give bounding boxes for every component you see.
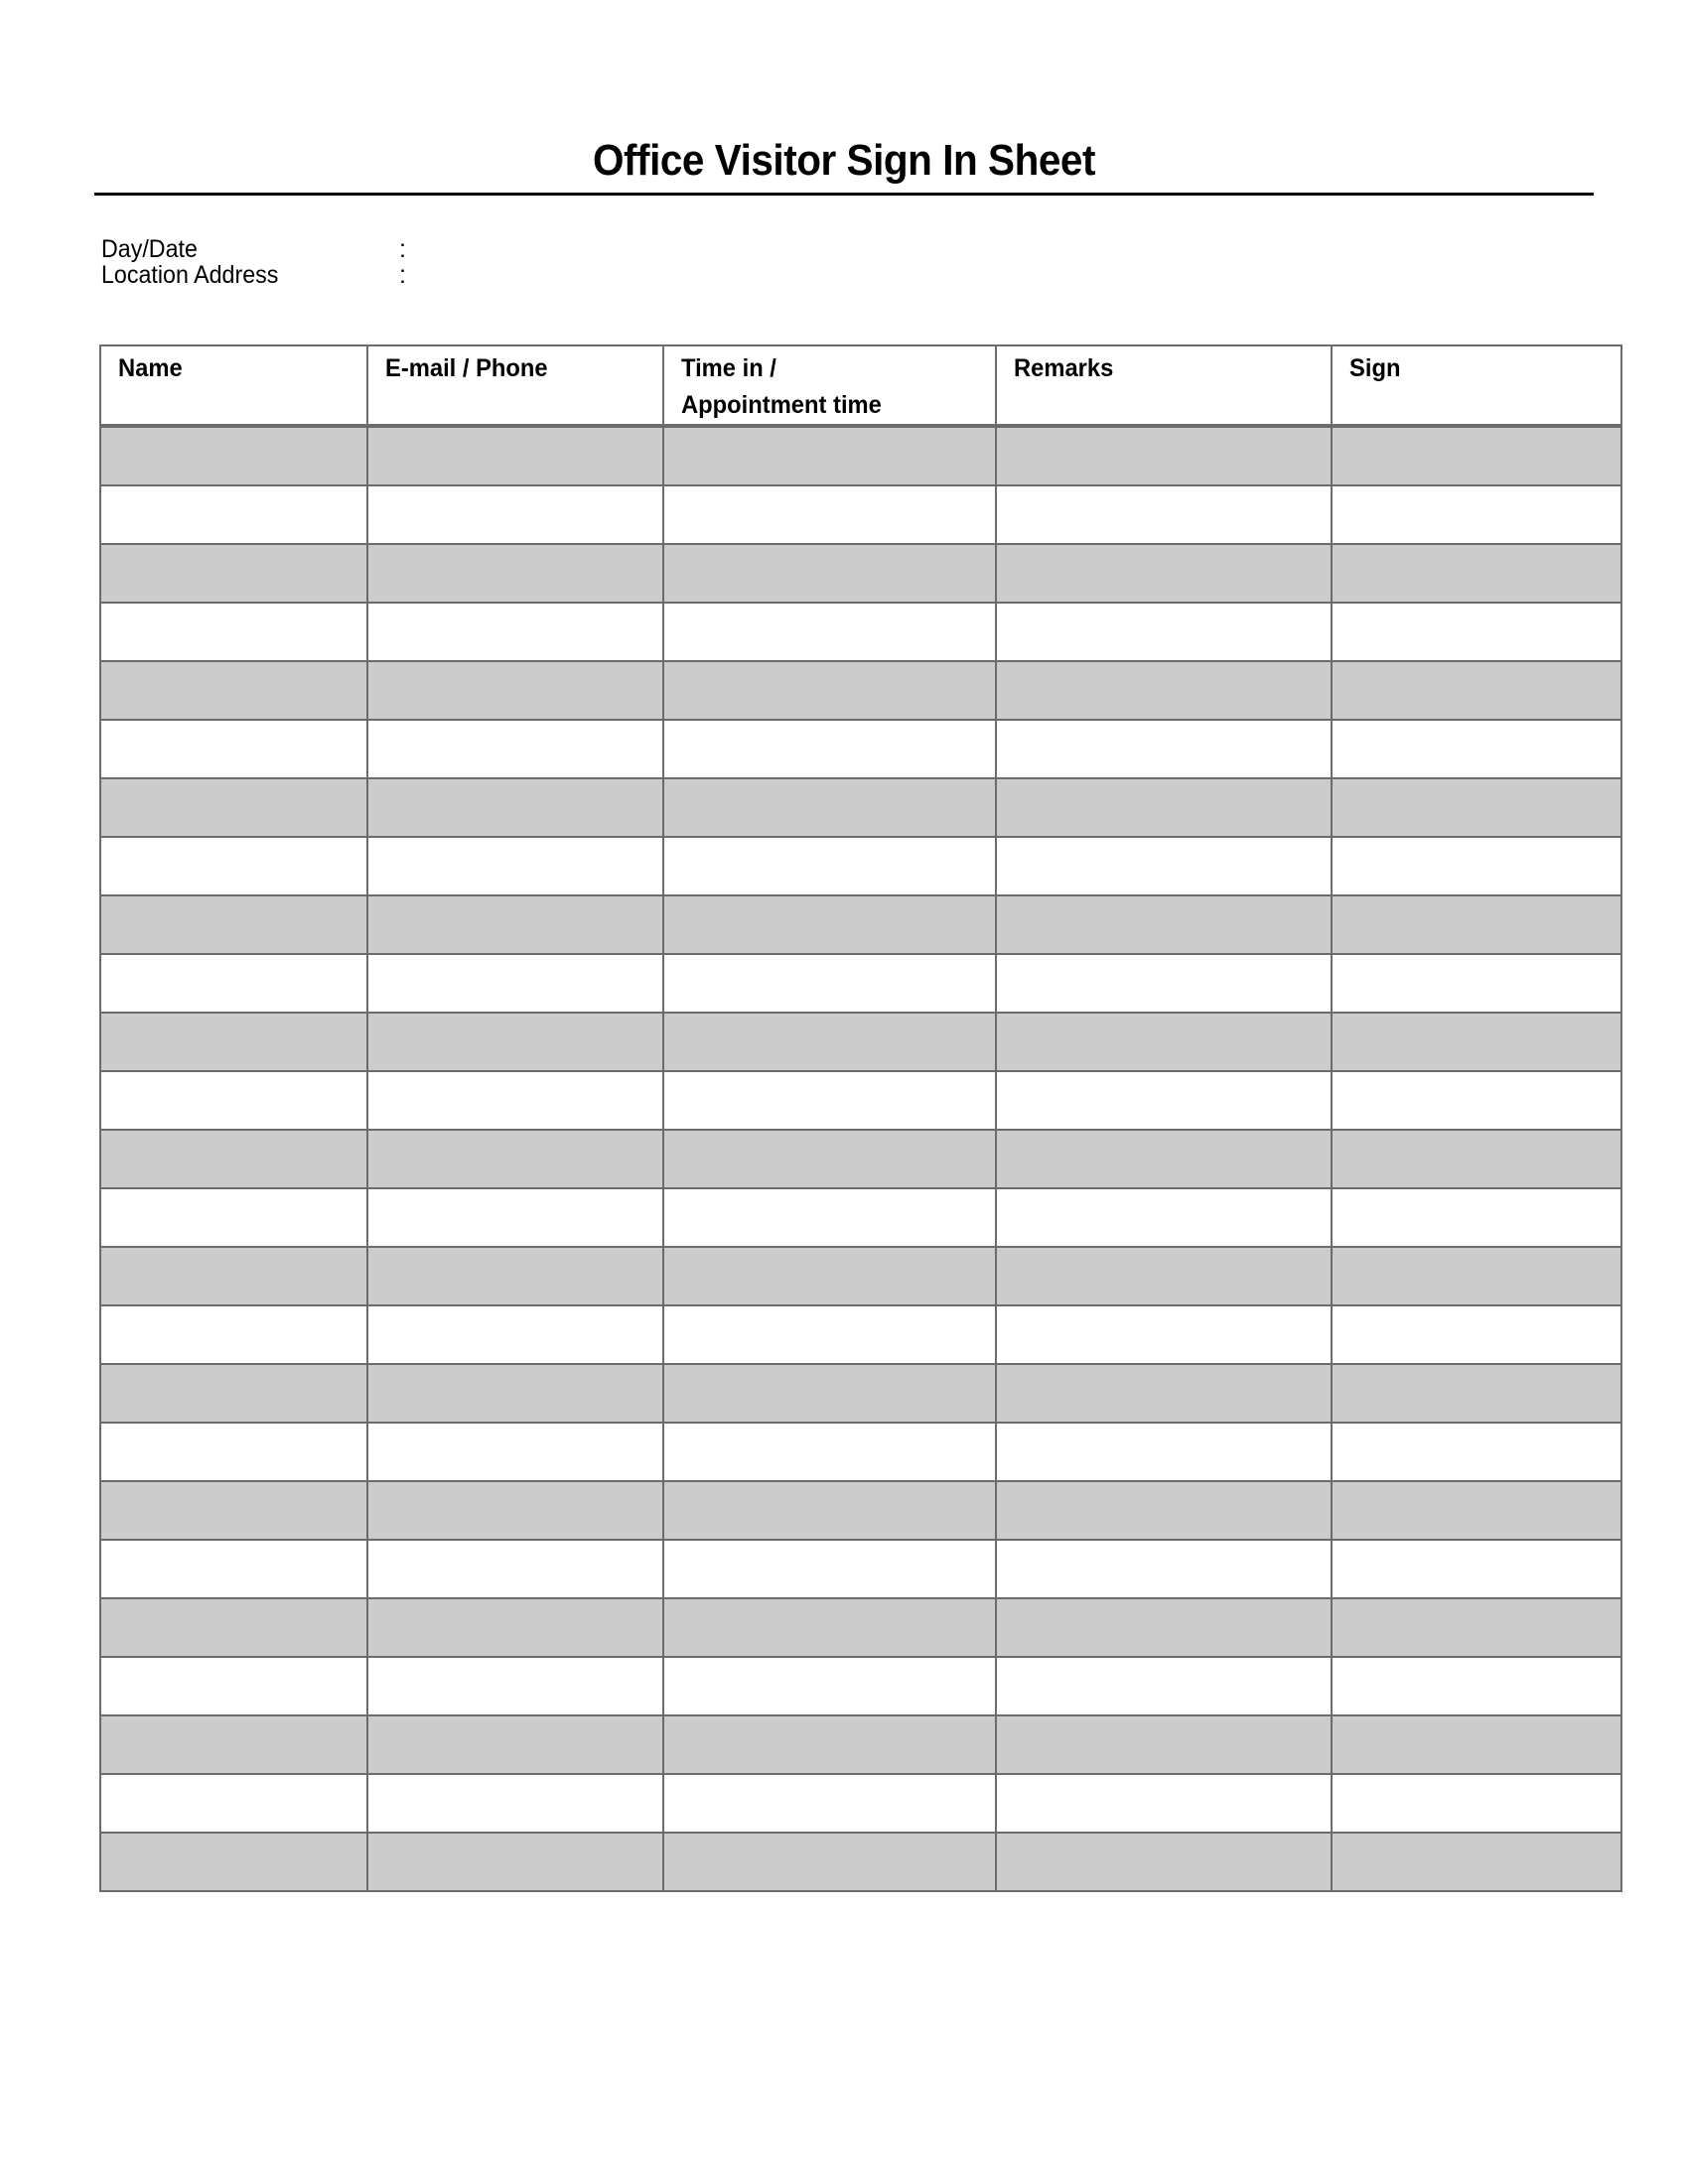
cell-sign[interactable] <box>1332 485 1621 544</box>
table-row <box>100 1188 1621 1247</box>
sheet-details <box>101 235 406 289</box>
column-header-sign <box>1332 345 1621 426</box>
cell-time-in[interactable] <box>663 544 996 603</box>
cell-time-in[interactable] <box>663 426 996 485</box>
cell-name[interactable] <box>100 1071 367 1130</box>
cell-time-in[interactable] <box>663 485 996 544</box>
cell-time-in[interactable] <box>663 1130 996 1188</box>
cell-remarks[interactable] <box>996 1715 1332 1774</box>
cell-email-phone[interactable] <box>367 1774 663 1833</box>
cell-sign[interactable] <box>1332 1364 1621 1423</box>
cell-name[interactable] <box>100 1481 367 1540</box>
cell-sign[interactable] <box>1332 1188 1621 1247</box>
cell-sign[interactable] <box>1332 954 1621 1013</box>
cell-remarks[interactable] <box>996 720 1332 778</box>
cell-email-phone[interactable] <box>367 1130 663 1188</box>
table-row <box>100 1481 1621 1540</box>
cell-email-phone[interactable] <box>367 1188 663 1247</box>
cell-time-in[interactable] <box>663 720 996 778</box>
cell-email-phone[interactable] <box>367 1657 663 1715</box>
cell-name[interactable] <box>100 1247 367 1305</box>
table-row <box>100 778 1621 837</box>
cell-name[interactable] <box>100 778 367 837</box>
column-header-email-phone <box>367 345 663 426</box>
title-underline-divider <box>94 193 1594 196</box>
column-header-sign-label: Sign <box>1349 354 1401 382</box>
cell-sign[interactable] <box>1332 1305 1621 1364</box>
cell-email-phone[interactable] <box>367 1247 663 1305</box>
column-header-name <box>100 345 367 426</box>
cell-time-in[interactable] <box>663 661 996 720</box>
table-row <box>100 1013 1621 1071</box>
cell-name[interactable] <box>100 485 367 544</box>
cell-sign[interactable] <box>1332 778 1621 837</box>
cell-sign[interactable] <box>1332 1247 1621 1305</box>
cell-remarks[interactable] <box>996 544 1332 603</box>
cell-time-in[interactable] <box>663 954 996 1013</box>
cell-email-phone[interactable] <box>367 1364 663 1423</box>
column-header-time-in-label: Time in / Appointment time <box>681 354 882 419</box>
table-row <box>100 1247 1621 1305</box>
cell-name[interactable] <box>100 1657 367 1715</box>
cell-sign[interactable] <box>1332 1481 1621 1540</box>
cell-remarks[interactable] <box>996 954 1332 1013</box>
cell-email-phone[interactable] <box>367 837 663 895</box>
cell-sign[interactable] <box>1332 1423 1621 1481</box>
cell-email-phone[interactable] <box>367 895 663 954</box>
table-row <box>100 603 1621 661</box>
cell-time-in[interactable] <box>663 1774 996 1833</box>
location-address-field <box>101 261 406 289</box>
cell-name[interactable] <box>100 1598 367 1657</box>
cell-name[interactable] <box>100 426 367 485</box>
cell-remarks[interactable] <box>996 603 1332 661</box>
cell-name[interactable] <box>100 1013 367 1071</box>
cell-name[interactable] <box>100 954 367 1013</box>
cell-remarks[interactable] <box>996 426 1332 485</box>
cell-remarks[interactable] <box>996 1013 1332 1071</box>
table-row <box>100 720 1621 778</box>
table-row <box>100 485 1621 544</box>
location-address-label: Location Address <box>101 261 279 289</box>
cell-email-phone[interactable] <box>367 1481 663 1540</box>
table-row <box>100 544 1621 603</box>
cell-time-in[interactable] <box>663 1247 996 1305</box>
cell-time-in[interactable] <box>663 1481 996 1540</box>
table-header-row <box>100 345 1621 426</box>
table-body <box>100 426 1621 1891</box>
cell-sign[interactable] <box>1332 661 1621 720</box>
cell-remarks[interactable] <box>996 1305 1332 1364</box>
cell-email-phone[interactable] <box>367 1423 663 1481</box>
table-row <box>100 1540 1621 1598</box>
cell-email-phone[interactable] <box>367 544 663 603</box>
table-row <box>100 1130 1621 1188</box>
table-row <box>100 1833 1621 1891</box>
cell-email-phone[interactable] <box>367 485 663 544</box>
cell-remarks[interactable] <box>996 1423 1332 1481</box>
cell-sign[interactable] <box>1332 837 1621 895</box>
cell-time-in[interactable] <box>663 1423 996 1481</box>
table-row <box>100 1657 1621 1715</box>
cell-email-phone[interactable] <box>367 1305 663 1364</box>
cell-email-phone[interactable] <box>367 661 663 720</box>
cell-sign[interactable] <box>1332 720 1621 778</box>
cell-sign[interactable] <box>1332 1715 1621 1774</box>
cell-sign[interactable] <box>1332 1013 1621 1071</box>
cell-remarks[interactable] <box>996 837 1332 895</box>
cell-sign[interactable] <box>1332 1598 1621 1657</box>
column-header-time-in <box>663 345 996 426</box>
cell-remarks[interactable] <box>996 1247 1332 1305</box>
cell-email-phone[interactable] <box>367 778 663 837</box>
cell-time-in[interactable] <box>663 603 996 661</box>
cell-time-in[interactable] <box>663 1598 996 1657</box>
cell-email-phone[interactable] <box>367 1071 663 1130</box>
column-header-name-label: Name <box>118 354 183 382</box>
cell-email-phone[interactable] <box>367 1833 663 1891</box>
cell-name[interactable] <box>100 1364 367 1423</box>
cell-time-in[interactable] <box>663 1013 996 1071</box>
cell-name[interactable] <box>100 544 367 603</box>
cell-name[interactable] <box>100 1423 367 1481</box>
cell-time-in[interactable] <box>663 1188 996 1247</box>
cell-time-in[interactable] <box>663 1364 996 1423</box>
table-row <box>100 1715 1621 1774</box>
cell-name[interactable] <box>100 1774 367 1833</box>
cell-name[interactable] <box>100 603 367 661</box>
cell-time-in[interactable] <box>663 837 996 895</box>
table-row <box>100 1423 1621 1481</box>
cell-time-in[interactable] <box>663 1657 996 1715</box>
cell-time-in[interactable] <box>663 895 996 954</box>
location-address-colon: : <box>399 261 406 289</box>
day-date-label: Day/Date <box>101 235 198 263</box>
cell-sign[interactable] <box>1332 1833 1621 1891</box>
cell-time-in[interactable] <box>663 1540 996 1598</box>
cell-remarks[interactable] <box>996 1188 1332 1247</box>
cell-sign[interactable] <box>1332 1071 1621 1130</box>
cell-remarks[interactable] <box>996 895 1332 954</box>
cell-email-phone[interactable] <box>367 1715 663 1774</box>
cell-time-in[interactable] <box>663 1715 996 1774</box>
cell-remarks[interactable] <box>996 485 1332 544</box>
cell-email-phone[interactable] <box>367 426 663 485</box>
cell-name[interactable] <box>100 1715 367 1774</box>
cell-sign[interactable] <box>1332 1130 1621 1188</box>
cell-sign[interactable] <box>1332 544 1621 603</box>
table-row <box>100 1598 1621 1657</box>
cell-name[interactable] <box>100 1130 367 1188</box>
cell-email-phone[interactable] <box>367 954 663 1013</box>
cell-time-in[interactable] <box>663 1305 996 1364</box>
cell-remarks[interactable] <box>996 1657 1332 1715</box>
visitor-sign-in-table <box>99 344 1622 1892</box>
cell-name[interactable] <box>100 837 367 895</box>
cell-email-phone[interactable] <box>367 720 663 778</box>
cell-sign[interactable] <box>1332 1774 1621 1833</box>
cell-time-in[interactable] <box>663 778 996 837</box>
table-row <box>100 895 1621 954</box>
table-row <box>100 1071 1621 1130</box>
day-date-field <box>101 235 406 263</box>
cell-name[interactable] <box>100 1540 367 1598</box>
table-row <box>100 426 1621 485</box>
cell-remarks[interactable] <box>996 661 1332 720</box>
cell-name[interactable] <box>100 1305 367 1364</box>
table-row <box>100 1305 1621 1364</box>
cell-remarks[interactable] <box>996 1130 1332 1188</box>
cell-sign[interactable] <box>1332 895 1621 954</box>
cell-name[interactable] <box>100 1833 367 1891</box>
table-row <box>100 954 1621 1013</box>
table-row <box>100 1364 1621 1423</box>
cell-time-in[interactable] <box>663 1071 996 1130</box>
day-date-colon: : <box>399 235 406 263</box>
cell-remarks[interactable] <box>996 778 1332 837</box>
cell-sign[interactable] <box>1332 1657 1621 1715</box>
cell-name[interactable] <box>100 661 367 720</box>
cell-email-phone[interactable] <box>367 1598 663 1657</box>
page-title: Office Visitor Sign In Sheet <box>593 136 1095 185</box>
cell-sign[interactable] <box>1332 603 1621 661</box>
column-header-remarks <box>996 345 1332 426</box>
cell-sign[interactable] <box>1332 1540 1621 1598</box>
column-header-remarks-label: Remarks <box>1014 354 1114 382</box>
cell-email-phone[interactable] <box>367 1013 663 1071</box>
cell-remarks[interactable] <box>996 1774 1332 1833</box>
cell-time-in[interactable] <box>663 1833 996 1891</box>
cell-name[interactable] <box>100 895 367 954</box>
cell-remarks[interactable] <box>996 1481 1332 1540</box>
cell-name[interactable] <box>100 1188 367 1247</box>
cell-remarks[interactable] <box>996 1598 1332 1657</box>
cell-name[interactable] <box>100 720 367 778</box>
column-header-email-phone-label: E-mail / Phone <box>385 354 548 382</box>
cell-remarks[interactable] <box>996 1364 1332 1423</box>
cell-sign[interactable] <box>1332 426 1621 485</box>
table-row <box>100 1774 1621 1833</box>
cell-remarks[interactable] <box>996 1540 1332 1598</box>
cell-remarks[interactable] <box>996 1833 1332 1891</box>
table-row <box>100 661 1621 720</box>
cell-email-phone[interactable] <box>367 603 663 661</box>
cell-remarks[interactable] <box>996 1071 1332 1130</box>
cell-email-phone[interactable] <box>367 1540 663 1598</box>
table-row <box>100 837 1621 895</box>
